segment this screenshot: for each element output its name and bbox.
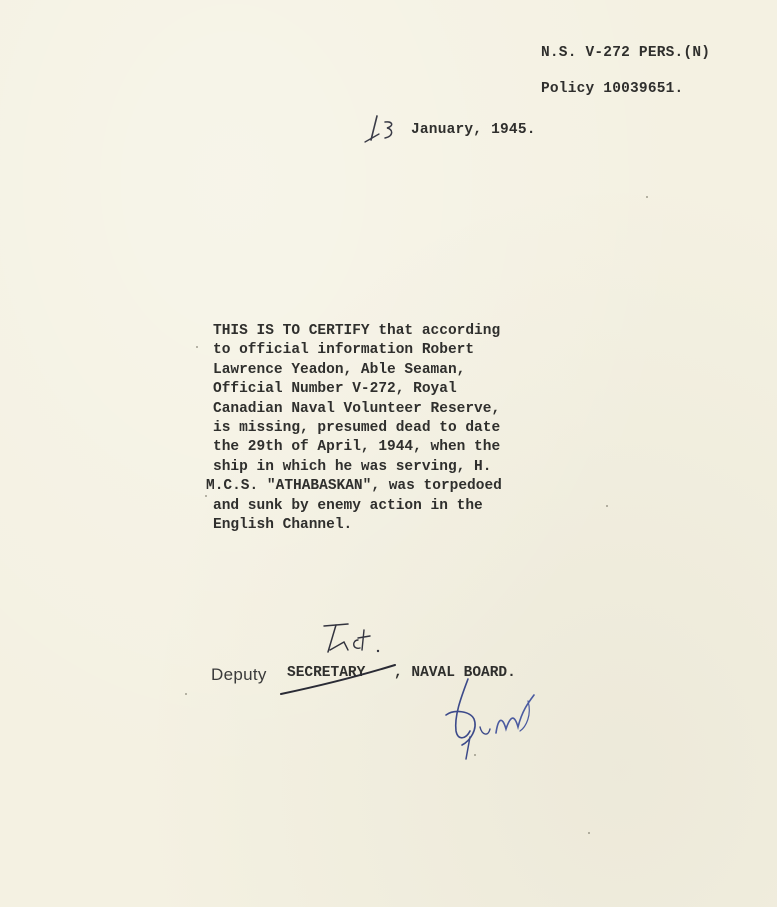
deputy-handwritten: Deputy [211, 665, 267, 684]
certificate-line: Canadian Naval Volunteer Reserve, [213, 400, 501, 417]
strike-through-line [279, 662, 399, 702]
certificate-line: Lawrence Yeadon, Able Seaman, [213, 361, 466, 378]
date-line: January, 1945. [411, 122, 536, 138]
paper-speck [205, 495, 207, 497]
handwritten-initials-act [318, 618, 398, 658]
handwritten-day-mark [363, 112, 403, 144]
certificate-line: Official Number V-272, Royal [213, 381, 457, 398]
certificate-line: THIS IS TO CERTIFY that according [213, 323, 501, 339]
certificate-line: ship in which he was serving, H. [213, 458, 492, 475]
struck-secretary: SECRETARY [287, 665, 366, 681]
naval-board-title: , NAVAL BOARD. [394, 665, 516, 681]
paper-speck [588, 832, 590, 834]
policy-number: Policy 10039651. [541, 81, 684, 97]
certificate-line: is missing, presumed dead to date [213, 420, 501, 437]
certificate-line: and sunk by enemy action in the [213, 497, 483, 514]
certificate-line: the 29th of April, 1944, when the [213, 439, 501, 456]
paper-speck [606, 505, 608, 507]
paper-speck [646, 196, 648, 198]
certificate-body [206, 322, 573, 535]
paper-speck [196, 346, 198, 348]
certificate-line: M.C.S. "ATHABASKAN", was torpedoed [206, 478, 502, 495]
certificate-line: English Channel. [213, 517, 353, 534]
handwritten-signature [440, 675, 540, 765]
paper-speck [474, 754, 476, 756]
certificate-line: to official information Robert [213, 342, 475, 359]
reference-number: N.S. V-272 PERS.(N) [541, 45, 711, 61]
paper-speck [185, 693, 187, 695]
